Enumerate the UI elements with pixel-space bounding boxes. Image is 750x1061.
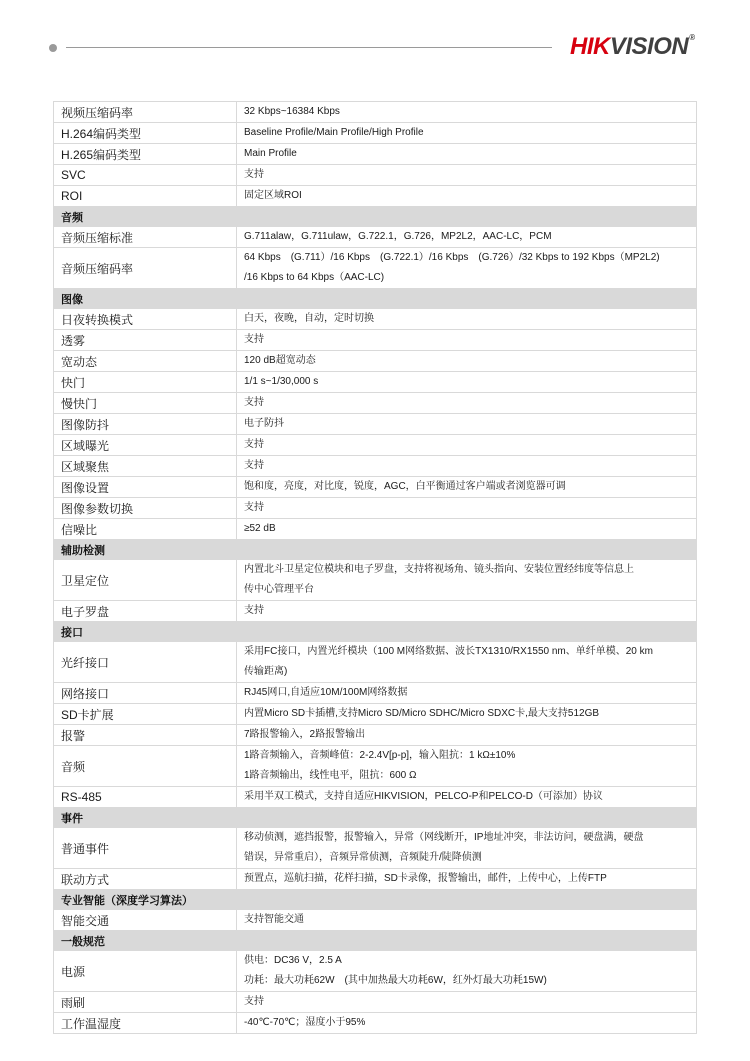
spec-row (54, 435, 697, 456)
section-title: 音频 (54, 207, 697, 227)
spec-label: SD卡扩展 (54, 704, 237, 725)
hikvision-logo (570, 33, 695, 61)
spec-value-line: 固定区域ROI (244, 190, 302, 201)
spec-value (237, 704, 697, 725)
spec-row (54, 123, 697, 144)
section-header-row (54, 890, 697, 910)
spec-value (237, 248, 697, 289)
spec-value (237, 309, 697, 330)
spec-label: 日夜转换模式 (54, 309, 237, 330)
spec-row (54, 725, 697, 746)
spec-label: 信噪比 (54, 519, 237, 540)
spec-value (237, 477, 697, 498)
spec-row (54, 477, 697, 498)
spec-row (54, 601, 697, 622)
section-header-row (54, 289, 697, 309)
spec-label: 智能交通 (54, 910, 237, 931)
spec-label: 快门 (54, 372, 237, 393)
spec-value-line: 内置Micro SD卡插槽,支持Micro SD/Micro SDHC/Micro SDXC卡,最大支持512GB (244, 708, 600, 719)
spec-row (54, 828, 697, 869)
spec-value (237, 393, 697, 414)
spec-row (54, 414, 697, 435)
spec-label: 视频压缩码率 (54, 102, 237, 123)
spec-label: 音频压缩码率 (54, 248, 237, 289)
spec-value-line: 支持 (244, 169, 264, 180)
spec-label: 网络接口 (54, 683, 237, 704)
section-title: 图像 (54, 289, 697, 309)
spec-row (54, 951, 697, 992)
spec-label: 图像设置 (54, 477, 237, 498)
spec-row (54, 560, 697, 601)
spec-value-line: 传中心管理平台 (244, 584, 314, 595)
spec-value-line: 预置点，巡航扫描，花样扫描，SD卡录像，报警输出，邮件，上传中心，上传FTP (244, 873, 607, 884)
spec-label: 光纤接口 (54, 642, 237, 683)
spec-value-line: 移动侦测，遮挡报警，报警输入，异常（网线断开，IP地址冲突，非法访问，硬盘满，硬盘 (244, 832, 644, 843)
spec-row (54, 102, 697, 123)
spec-value-line: 120 dB超宽动态 (244, 355, 316, 366)
spec-label: 联动方式 (54, 869, 237, 890)
spec-value-line: 7路报警输入，2路报警输出 (244, 729, 366, 740)
spec-label: 慢快门 (54, 393, 237, 414)
spec-value-line: 1路音频输入，音频峰值：2-2.4V[p-p]，输入阻抗：1 kΩ±10% (244, 750, 516, 761)
spec-row (54, 186, 697, 207)
spec-value-line: -40℃-70℃；湿度小于95% (244, 1017, 366, 1028)
spec-value-line: 64 Kbps (G.711）/16 Kbps (G.722.1）/16 Kbps (G.726）/32 Kbps to 192 Kbps（MP2L2) (244, 252, 660, 263)
spec-row (54, 910, 697, 931)
section-title: 接口 (54, 622, 697, 642)
spec-label: 透雾 (54, 330, 237, 351)
spec-label: 工作温湿度 (54, 1013, 237, 1034)
spec-value (237, 227, 697, 248)
spec-value (237, 102, 697, 123)
spec-value (237, 910, 697, 931)
section-header-row (54, 931, 697, 951)
spec-row (54, 227, 697, 248)
logo-vision: VISION (609, 33, 689, 60)
spec-value-line: 支持 (244, 502, 264, 513)
spec-row (54, 351, 697, 372)
spec-value (237, 869, 697, 890)
spec-value (237, 725, 697, 746)
spec-label: RS-485 (54, 787, 237, 808)
spec-label: SVC (54, 165, 237, 186)
spec-row (54, 1013, 697, 1034)
spec-row (54, 144, 697, 165)
spec-label: 普通事件 (54, 828, 237, 869)
spec-value (237, 123, 697, 144)
spec-value-line: 支持 (244, 439, 264, 450)
section-header-row (54, 808, 697, 828)
spec-value (237, 351, 697, 372)
spec-row (54, 787, 697, 808)
page-header (0, 0, 750, 90)
spec-value-line: 传输距离) (244, 666, 288, 677)
spec-value (237, 435, 697, 456)
header-dot (49, 44, 57, 52)
section-title: 一般规范 (54, 931, 697, 951)
spec-row (54, 393, 697, 414)
spec-value-line: 1/1 s~1/30,000 s (244, 376, 319, 387)
spec-value-line: Baseline Profile/Main Profile/High Profile (244, 127, 424, 138)
spec-value-line: Main Profile (244, 148, 297, 159)
spec-label: 电子罗盘 (54, 601, 237, 622)
spec-value-line: RJ45网口,自适应10M/100M网络数据 (244, 687, 408, 698)
spec-value-line: 电子防抖 (244, 418, 284, 429)
spec-row (54, 330, 697, 351)
spec-row (54, 642, 697, 683)
spec-value (237, 372, 697, 393)
spec-value (237, 498, 697, 519)
spec-value-line: 错误，异常重启），音频异常侦测，音频陡升/陡降侦测 (244, 852, 482, 863)
spec-row (54, 309, 697, 330)
spec-value-line: 功耗：最大功耗62W (其中加热最大功耗6W，红外灯最大功耗15W) (244, 975, 547, 986)
spec-value (237, 787, 697, 808)
spec-label: 音频 (54, 746, 237, 787)
spec-value (237, 951, 697, 992)
spec-value-line: 支持 (244, 605, 264, 616)
spec-value (237, 414, 697, 435)
spec-value-line: 支持 (244, 334, 264, 345)
spec-value (237, 165, 697, 186)
spec-value-line: 32 Kbps~16384 Kbps (244, 106, 340, 117)
spec-label: 宽动态 (54, 351, 237, 372)
spec-value (237, 992, 697, 1013)
spec-value (237, 746, 697, 787)
spec-label: 卫星定位 (54, 560, 237, 601)
spec-value (237, 330, 697, 351)
spec-value-line: 支持 (244, 460, 264, 471)
spec-row (54, 165, 697, 186)
header-rule (66, 47, 552, 48)
spec-label: 报警 (54, 725, 237, 746)
spec-label: 区域聚焦 (54, 456, 237, 477)
spec-value-line: 支持 (244, 996, 264, 1007)
logo-hik: HIK (570, 33, 610, 60)
spec-value (237, 144, 697, 165)
spec-value-line: G.711alaw，G.711ulaw，G.722.1，G.726，MP2L2，AAC-LC，PCM (244, 231, 552, 242)
section-title: 辅助检测 (54, 540, 697, 560)
section-title: 专业智能（深度学习算法） (54, 890, 697, 910)
spec-label: 区域曝光 (54, 435, 237, 456)
spec-value (237, 519, 697, 540)
spec-value (237, 828, 697, 869)
spec-value-line: 支持 (244, 397, 264, 408)
spec-label: 雨刷 (54, 992, 237, 1013)
spec-value (237, 601, 697, 622)
spec-value (237, 456, 697, 477)
spec-value-line: 支持智能交通 (244, 914, 304, 925)
section-header-row (54, 207, 697, 227)
spec-value-line: 内置北斗卫星定位模块和电子罗盘，支持将视场角、镜头指向、安装位置经纬度等信息上 (244, 564, 634, 575)
spec-value (237, 1013, 697, 1034)
section-header-row (54, 622, 697, 642)
spec-label: 电源 (54, 951, 237, 992)
spec-row (54, 746, 697, 787)
spec-row (54, 498, 697, 519)
spec-value-line: 1路音频输出，线性电平，阻抗：600 Ω (244, 770, 417, 781)
spec-value-line: ≥52 dB (244, 523, 276, 534)
spec-row (54, 456, 697, 477)
spec-label: ROI (54, 186, 237, 207)
spec-label: H.265编码类型 (54, 144, 237, 165)
spec-label: 图像参数切换 (54, 498, 237, 519)
spec-row (54, 683, 697, 704)
spec-label: H.264编码类型 (54, 123, 237, 144)
spec-value (237, 560, 697, 601)
logo-registered-mark: ® (689, 33, 695, 42)
spec-value-line: 白天，夜晚，自动，定时切换 (244, 313, 374, 324)
spec-value (237, 683, 697, 704)
spec-label: 图像防抖 (54, 414, 237, 435)
spec-value-line: 供电：DC36 V，2.5 A (244, 955, 342, 966)
spec-value-line: 采用半双工模式，支持自适应HIKVISION，PELCO-P和PELCO-D（可添加）协议 (244, 791, 603, 802)
spec-value-line: 饱和度，亮度，对比度，锐度，AGC，白平衡通过客户端或者浏览器可调 (244, 481, 566, 492)
section-header-row (54, 540, 697, 560)
spec-row (54, 248, 697, 289)
spec-row (54, 519, 697, 540)
spec-value-line: /16 Kbps to 64 Kbps（AAC-LC) (244, 272, 385, 283)
spec-row (54, 372, 697, 393)
spec-value (237, 642, 697, 683)
spec-row (54, 992, 697, 1013)
section-title: 事件 (54, 808, 697, 828)
spec-value-line: 采用FC接口，内置光纤模块（100 M网络数据、波长TX1310/RX1550 nm、单纤单模、20 km (244, 646, 653, 657)
spec-row (54, 704, 697, 725)
spec-row (54, 869, 697, 890)
spec-value (237, 186, 697, 207)
spec-label: 音频压缩标准 (54, 227, 237, 248)
spec-table (53, 101, 697, 1034)
